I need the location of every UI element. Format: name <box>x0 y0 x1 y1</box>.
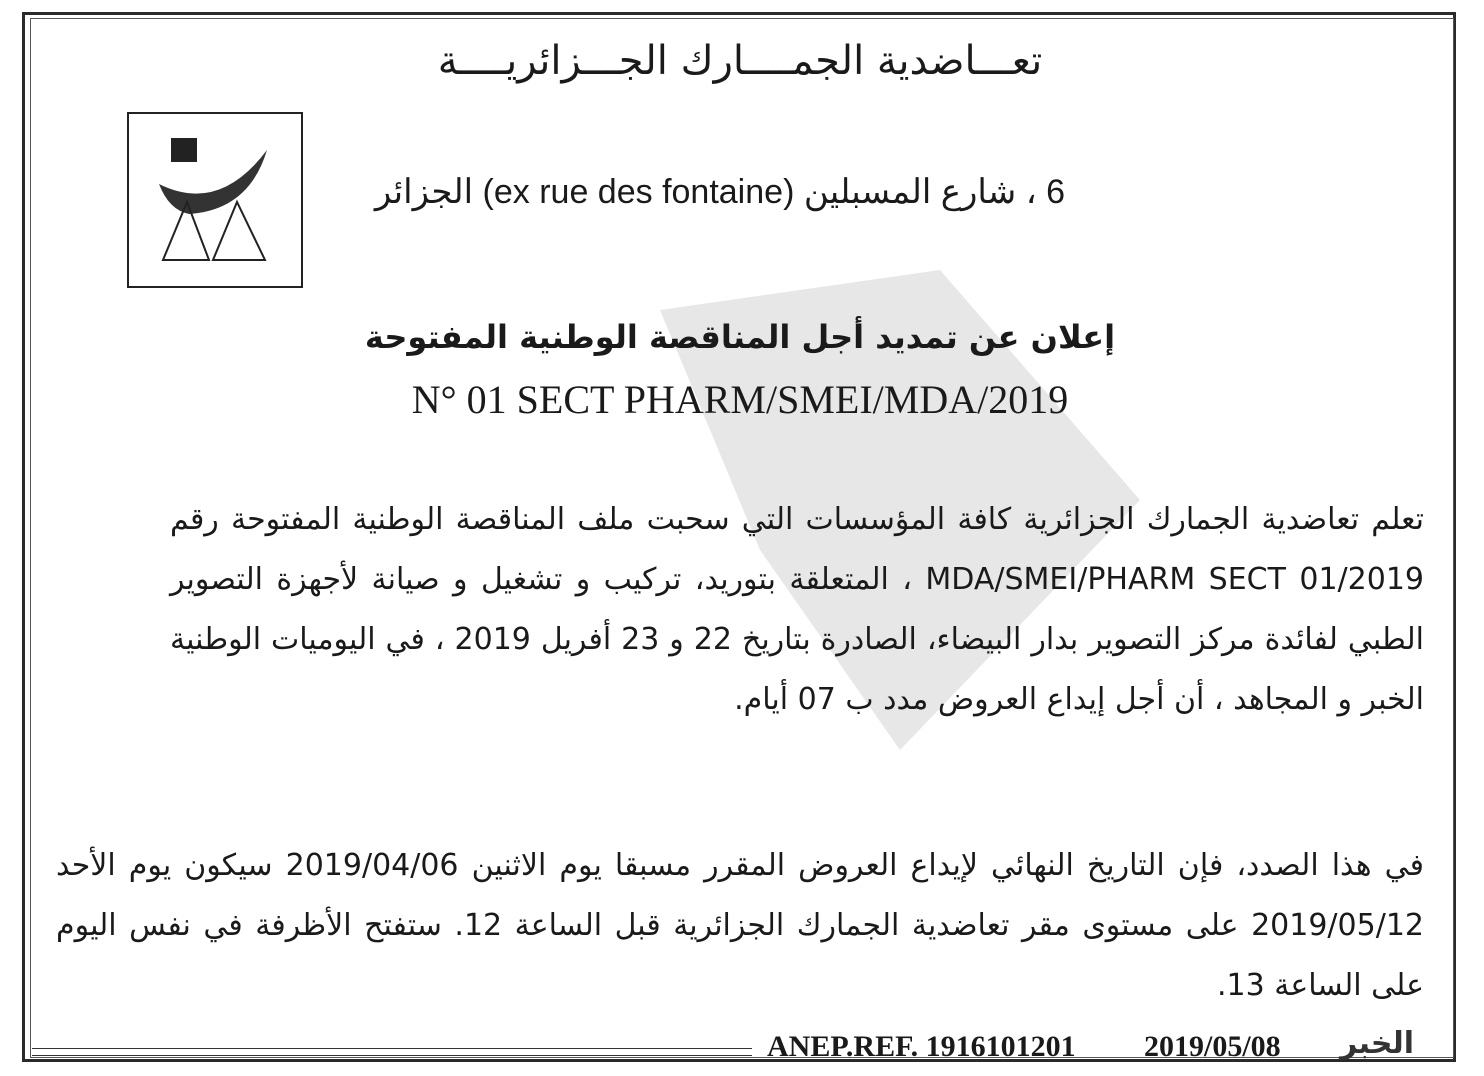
announcement-title: إعلان عن تمديد أجل المناقصة الوطنية المفتوحة <box>364 318 1116 356</box>
tender-reference: N° 01 SECT PHARM/SMEI/MDA/2019 <box>411 377 1069 422</box>
anep-reference: ANEP.REF. 1916101201 <box>767 1030 1076 1063</box>
publication-date: 2019/05/08 <box>1144 1030 1281 1063</box>
newspaper-name: الخبر <box>1340 1026 1415 1061</box>
organization-logo <box>127 112 303 288</box>
footer <box>32 1026 1432 1070</box>
body-paragraph-2: في هذا الصدد، فإن التاريخ النهائي لإيداع العروض المقرر مسبقا يوم الاثنين 2019/04/06 سيكون يوم الأحد 2019/05/12 على مستوى مقر تعاضدية الجمارك الجزائرية قبل الساعة 12. ستفتح الأظرفة في نفس اليوم على الساعة 13. <box>56 848 1424 1003</box>
body-paragraph-1: تعلم تعاضدية الجمارك الجزائرية كافة المؤسسات التي سحبت ملف المناقصة الوطنية المفتوحة رقم 2019/MDA/SMEI/PHARM SECT 01 ، المتعلقة بتوريد، تركيب و تشغيل و صيانة لأجهزة التصوير الطبي لفائدة مركز التصوير بدار البيضاء، الصادرة بتاريخ 22 و 23 أفريل 2019 ، في اليوميات الوطنية الخبر و المجاهد ، أن أجل إيداع العروض مدد ب 07 أيام. <box>170 502 1424 717</box>
organization-address: 6 ، شارع المسبلين (ex rue des fontaine) الجزائر <box>374 173 1066 211</box>
organization-title: تعـــاضدية الجمــــارك الجـــزائريــــة <box>437 38 1043 84</box>
footer-rule <box>32 1048 752 1056</box>
